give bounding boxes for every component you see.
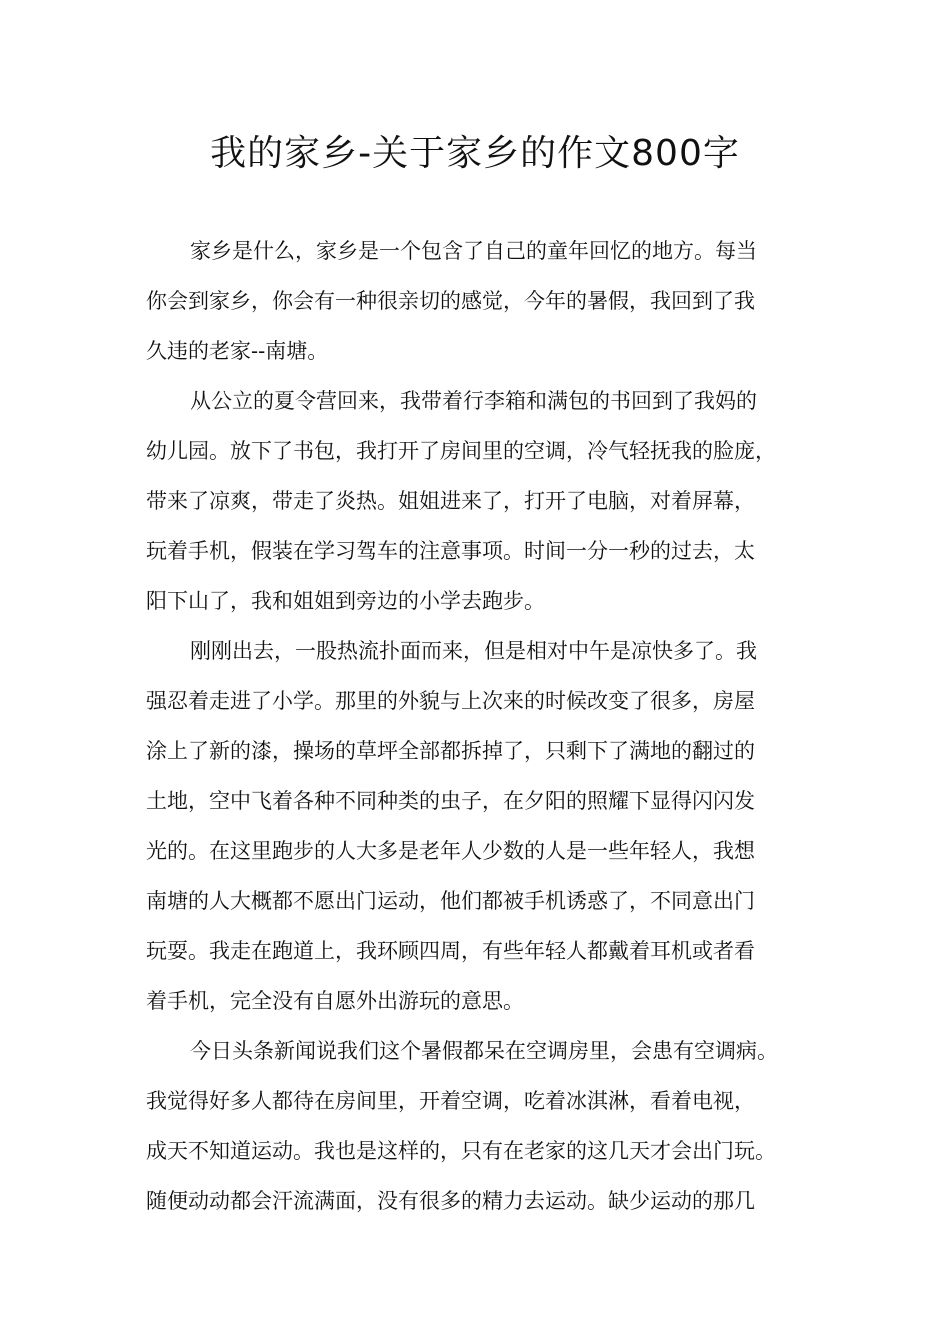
text-line: 久违的老家--南塘。 xyxy=(146,339,329,363)
text-line: 成天不知道运动。我也是这样的，只有在老家的这几天才会出门玩。 xyxy=(146,1139,776,1163)
text-line: 刚刚出去，一股热流扑面而来，但是相对中午是凉快多了。我 xyxy=(190,639,757,663)
text-line: 带来了凉爽，带走了炎热。姐姐进来了，打开了电脑，对着屏幕， xyxy=(146,489,755,513)
text-line: 幼儿园。放下了书包，我打开了房间里的空调，冷气轻抚我的脸庞， xyxy=(146,439,776,463)
text-line: 从公立的夏令营回来，我带着行李箱和满包的书回到了我妈的 xyxy=(190,389,757,413)
text-line: 你会到家乡，你会有一种很亲切的感觉，今年的暑假，我回到了我 xyxy=(146,289,755,313)
text-line: 今日头条新闻说我们这个暑假都呆在空调房里，会患有空调病。 xyxy=(190,1039,778,1063)
text-line: 土地，空中飞着各种不同种类的虫子，在夕阳的照耀下显得闪闪发 xyxy=(146,789,755,813)
text-line: 玩耍。我走在跑道上，我环顾四周，有些年轻人都戴着耳机或者看 xyxy=(146,939,755,963)
text-line: 南塘的人大概都不愿出门运动，他们都被手机诱惑了，不同意出门 xyxy=(146,889,755,913)
text-line: 随便动动都会汗流满面，没有很多的精力去运动。缺少运动的那几 xyxy=(146,1189,755,1213)
text-line: 阳下山了，我和姐姐到旁边的小学去跑步。 xyxy=(146,589,545,613)
text-line: 涂上了新的漆，操场的草坪全部都拆掉了，只剩下了满地的翻过的 xyxy=(146,739,755,763)
text-line: 着手机，完全没有自愿外出游玩的意思。 xyxy=(146,989,524,1013)
text-line: 光的。在这里跑步的人大多是老年人少数的人是一些年轻人，我想 xyxy=(146,839,755,863)
text-line: 玩着手机，假装在学习驾车的注意事项。时间一分一秒的过去，太 xyxy=(146,539,755,563)
text-line: 强忍着走进了小学。那里的外貌与上次来的时候改变了很多，房屋 xyxy=(146,689,755,713)
text-line: 家乡是什么，家乡是一个包含了自己的童年回忆的地方。每当 xyxy=(190,239,757,263)
text-line: 我觉得好多人都待在房间里，开着空调，吃着冰淇淋，看着电视， xyxy=(146,1089,755,1113)
document-title: 我的家乡-关于家乡的作文800字 xyxy=(210,133,740,174)
